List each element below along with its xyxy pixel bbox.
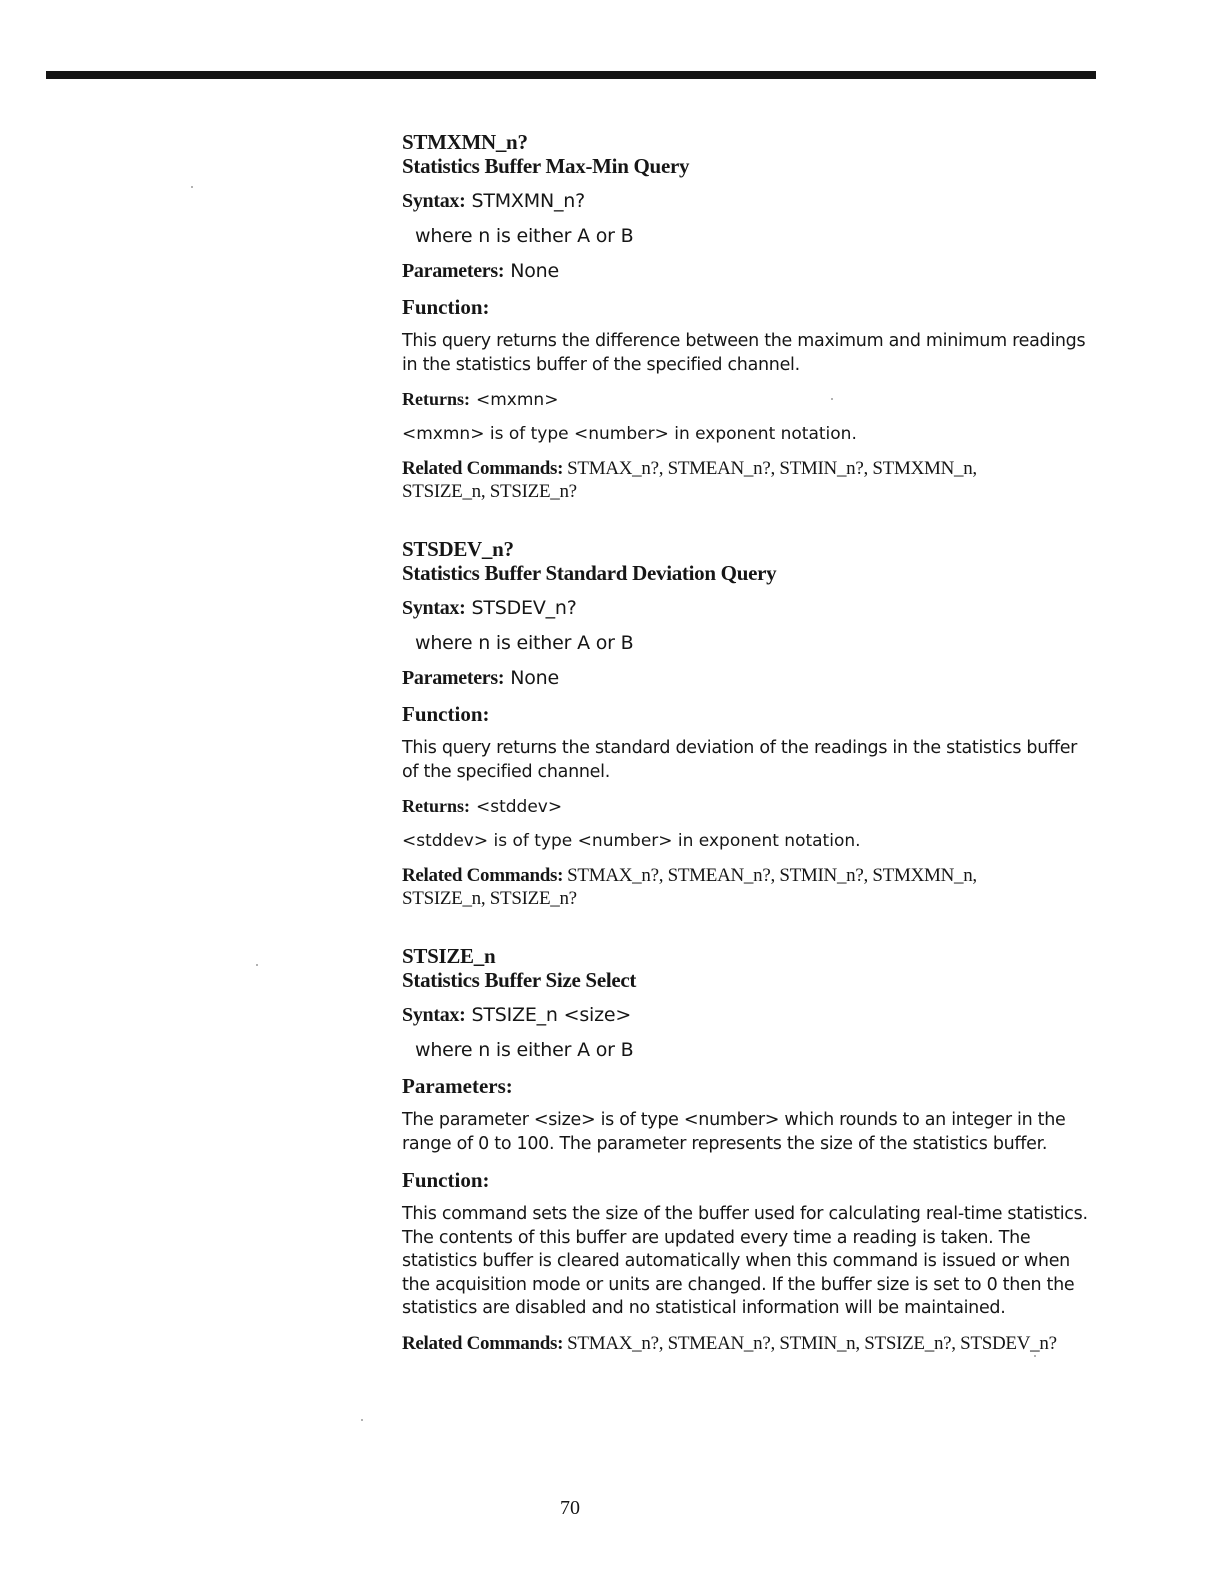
returns-value: <mxmn> xyxy=(476,390,559,410)
syntax-value: STMXMN_n? xyxy=(471,190,585,212)
syntax-label: Syntax: xyxy=(402,190,466,212)
returns-value: <stddev> xyxy=(476,797,563,817)
top-rule xyxy=(46,71,1096,79)
related-commands xyxy=(402,1332,1062,1355)
related-label: Related Commands: xyxy=(402,458,564,479)
command-entry-stmxmn xyxy=(402,130,1102,503)
related-label: Related Commands: xyxy=(402,865,564,886)
function-label: Function: xyxy=(402,702,490,726)
returns-label: Returns: xyxy=(402,389,470,409)
function-text: This command sets the size of the buffer used for calculating real-time statistics. The contents of this buffer are updated every time a reading is taken. The statistics buffer is cleared automatically when this command is issued or when the acquisition mode or units are changed. If the buffer size is set to 0 then the statistics are disabled and no statistical information will be maintained. xyxy=(402,1204,1088,1318)
parameters-line xyxy=(402,666,1102,690)
command-title: Statistics Buffer Standard Deviation Query xyxy=(402,561,777,585)
function-label: Function: xyxy=(402,1168,490,1192)
where-note: where n is either A or B xyxy=(415,225,634,247)
parameters-line xyxy=(402,259,1102,283)
related-value: STMAX_n?, STMEAN_n?, STMIN_n, STSIZE_n?, STSDEV_n? xyxy=(567,1332,1057,1354)
related-label: Related Commands: xyxy=(402,1332,564,1354)
command-name: STSDEV_n? xyxy=(402,537,514,561)
returns-line xyxy=(402,388,1102,412)
syntax-value: STSIZE_n <size> xyxy=(471,1004,632,1026)
syntax-line xyxy=(402,1003,1102,1027)
command-name: STSIZE_n xyxy=(402,944,496,968)
command-name: STMXMN_n? xyxy=(402,130,528,154)
syntax-value: STSDEV_n? xyxy=(471,597,577,619)
related-commands xyxy=(402,864,1062,910)
page-number: 70 xyxy=(560,1497,580,1519)
document-body xyxy=(402,130,1102,1389)
related-value: STMAX_n?, STMEAN_n?, STMIN_n?, STMXMN_n, STSIZE_n, STSIZE_n? xyxy=(402,865,977,909)
parameters-value: None xyxy=(510,667,559,689)
returns-label: Returns: xyxy=(402,796,470,816)
parameters-text: The parameter <size> is of type <number> which rounds to an integer in the range of 0 to 100. The parameter represents the size of the statistics buffer. xyxy=(402,1110,1066,1154)
scan-speck xyxy=(256,964,258,966)
where-note: where n is either A or B xyxy=(415,1039,634,1061)
related-value: STMAX_n?, STMEAN_n?, STMIN_n?, STMXMN_n, STSIZE_n, STSIZE_n? xyxy=(402,458,977,502)
returns-line xyxy=(402,795,1102,819)
command-title: Statistics Buffer Max-Min Query xyxy=(402,154,690,178)
returns-description: <stddev> is of type <number> in exponent notation. xyxy=(402,831,861,851)
scan-speck xyxy=(191,186,193,188)
parameters-label: Parameters: xyxy=(402,260,505,282)
syntax-label: Syntax: xyxy=(402,1004,466,1026)
parameters-label: Parameters: xyxy=(402,1074,513,1098)
parameters-label: Parameters: xyxy=(402,667,505,689)
command-title: Statistics Buffer Size Select xyxy=(402,968,637,992)
syntax-label: Syntax: xyxy=(402,597,466,619)
where-note: where n is either A or B xyxy=(415,632,634,654)
function-text: This query returns the standard deviation of the readings in the statistics buffer of the specified channel. xyxy=(402,738,1078,782)
command-entry-stsdev xyxy=(402,537,1102,910)
related-commands xyxy=(402,457,1062,503)
command-entry-stsize xyxy=(402,944,1102,1355)
function-label: Function: xyxy=(402,295,490,319)
syntax-line xyxy=(402,189,1102,213)
syntax-line xyxy=(402,596,1102,620)
scan-speck xyxy=(361,1419,363,1421)
function-text: This query returns the difference between the maximum and minimum readings in the statistics buffer of the specified channel. xyxy=(402,331,1086,375)
parameters-value: None xyxy=(510,260,559,282)
returns-description: <mxmn> is of type <number> in exponent notation. xyxy=(402,424,857,444)
